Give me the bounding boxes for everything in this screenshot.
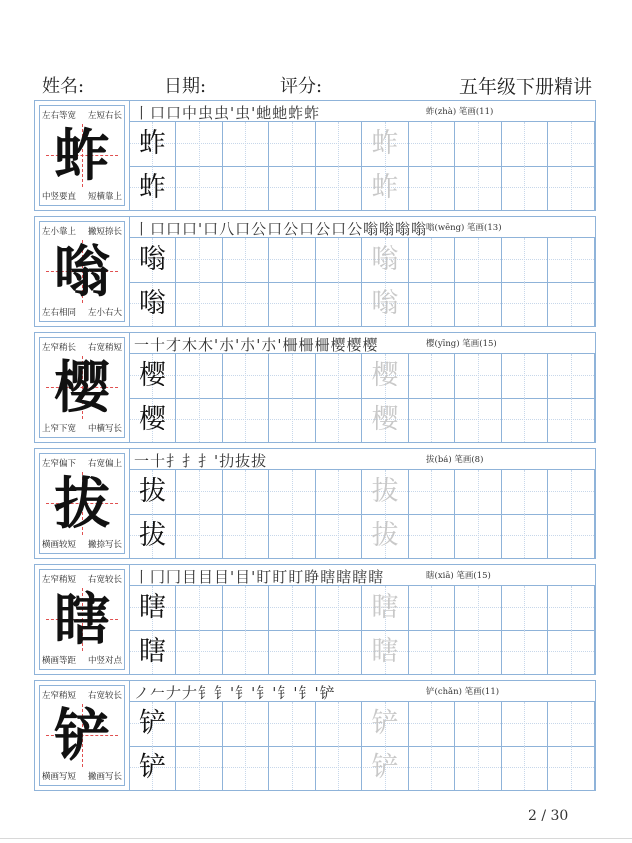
practice-cell[interactable]	[409, 122, 455, 166]
practice-cell[interactable]	[270, 470, 316, 514]
practice-cell[interactable]	[316, 122, 362, 166]
practice-cell[interactable]	[177, 514, 223, 558]
practice-cell[interactable]	[363, 586, 409, 630]
practice-cell[interactable]	[502, 586, 548, 630]
character-block	[34, 448, 596, 559]
practice-row	[130, 586, 595, 631]
practice-cell[interactable]	[130, 282, 176, 326]
practice-cell[interactable]	[130, 122, 176, 166]
practice-cell[interactable]	[502, 630, 548, 674]
practice-cell[interactable]	[409, 238, 455, 282]
writing-tip: 右宽较长	[87, 691, 122, 701]
practice-cell[interactable]	[130, 166, 176, 210]
model-character-cell	[35, 681, 130, 790]
writing-tip: 中横写长	[87, 424, 122, 434]
trace-character: 拔	[371, 476, 399, 507]
practice-cell[interactable]	[456, 282, 502, 326]
practice-cell[interactable]	[270, 514, 316, 558]
sample-character: 瞎	[139, 592, 166, 623]
character-info: 瞎(xiā) 笔画(15)	[426, 571, 491, 581]
practice-cell[interactable]	[363, 354, 409, 398]
practice-cell[interactable]	[409, 586, 455, 630]
practice-cell[interactable]	[549, 354, 595, 398]
sample-character: 蚱	[139, 128, 166, 159]
model-character: 蚱	[54, 123, 110, 189]
practice-cell[interactable]	[130, 398, 176, 442]
stroke-order-row	[130, 101, 595, 122]
practice-cell[interactable]	[270, 586, 316, 630]
practice-cell[interactable]	[409, 166, 455, 210]
writing-tip: 左窄稍长	[42, 343, 77, 353]
writing-tip: 左短右长	[87, 111, 122, 121]
writing-tip: 撇画写长	[87, 772, 122, 782]
practice-cell[interactable]	[130, 514, 176, 558]
stroke-order-sequence: 一十扌扌扌'扐抜拔	[134, 452, 268, 470]
practice-cell[interactable]	[130, 470, 176, 514]
writing-tip: 撇短捺长	[87, 227, 122, 237]
practice-cell[interactable]	[223, 514, 269, 558]
character-block	[34, 216, 596, 327]
practice-cell[interactable]	[549, 702, 595, 746]
practice-cell[interactable]	[177, 470, 223, 514]
practice-cell[interactable]	[130, 238, 176, 282]
practice-cell[interactable]	[363, 166, 409, 210]
model-character: 瞎	[54, 587, 110, 653]
practice-cell[interactable]	[270, 282, 316, 326]
practice-cell[interactable]	[549, 746, 595, 790]
practice-cell[interactable]	[177, 238, 223, 282]
practice-row	[130, 702, 595, 747]
writing-tip: 左右相同	[42, 308, 77, 318]
practice-cell[interactable]	[316, 514, 362, 558]
sample-character: 拔	[139, 476, 166, 507]
practice-cell[interactable]	[316, 470, 362, 514]
stroke-order-sequence: 丨冂冂目目目'目'盯盯盯睁瞎瞎瞎瞎	[134, 568, 385, 586]
practice-cell[interactable]	[456, 166, 502, 210]
practice-cell[interactable]	[409, 630, 455, 674]
practice-cell[interactable]	[223, 470, 269, 514]
practice-cell[interactable]	[223, 282, 269, 326]
practice-cell[interactable]	[409, 282, 455, 326]
trace-character: 嗡	[371, 288, 399, 319]
practice-cell[interactable]	[409, 746, 455, 790]
worksheet-title: 五年级下册精讲	[458, 76, 592, 98]
model-character-cell	[35, 101, 130, 210]
character-block	[34, 332, 596, 443]
practice-cell[interactable]	[409, 514, 455, 558]
model-character-box	[39, 685, 125, 786]
trace-character: 拔	[371, 520, 399, 551]
practice-cell[interactable]	[270, 238, 316, 282]
practice-cell[interactable]	[549, 122, 595, 166]
model-character: 拔	[54, 471, 110, 537]
practice-row	[130, 238, 595, 283]
practice-cell[interactable]	[363, 514, 409, 558]
practice-cell[interactable]	[177, 282, 223, 326]
practice-row	[130, 166, 595, 210]
model-character-box	[39, 105, 125, 206]
character-info: 嗡(wēng) 笔画(13)	[426, 223, 502, 233]
practice-cell[interactable]	[177, 354, 223, 398]
score-label: 评分:	[280, 76, 323, 97]
model-character-box	[39, 221, 125, 322]
practice-cell[interactable]	[456, 586, 502, 630]
practice-cell[interactable]	[549, 282, 595, 326]
practice-cell[interactable]	[456, 354, 502, 398]
practice-cell[interactable]	[502, 166, 548, 210]
sample-character: 拔	[139, 520, 166, 551]
practice-cell[interactable]	[456, 630, 502, 674]
trace-character: 瞎	[371, 636, 399, 667]
practice-cell[interactable]	[130, 354, 176, 398]
model-character-box	[39, 453, 125, 554]
writing-tip: 左右等宽	[42, 111, 77, 121]
practice-cell[interactable]	[130, 746, 176, 790]
page-number: 2 / 30	[528, 808, 569, 824]
practice-cell[interactable]	[363, 470, 409, 514]
practice-cell[interactable]	[130, 586, 176, 630]
practice-cell[interactable]	[502, 238, 548, 282]
sample-character: 铲	[139, 708, 166, 739]
writing-tip: 横画较短	[42, 540, 77, 550]
practice-cell[interactable]	[363, 746, 409, 790]
practice-cell[interactable]	[270, 166, 316, 210]
practice-cell[interactable]	[549, 398, 595, 442]
practice-cell[interactable]	[363, 282, 409, 326]
footer-divider	[0, 838, 632, 839]
trace-character: 樱	[371, 404, 399, 435]
practice-cell[interactable]	[409, 470, 455, 514]
trace-character: 瞎	[371, 592, 399, 623]
practice-row	[130, 630, 595, 674]
model-character-box	[39, 569, 125, 670]
name-label: 姓名:	[42, 76, 85, 97]
character-info: 拔(bá) 笔画(8)	[426, 455, 484, 465]
practice-cell[interactable]	[502, 746, 548, 790]
practice-cell[interactable]	[549, 514, 595, 558]
practice-cell[interactable]	[456, 702, 502, 746]
writing-tip: 中竖要直	[42, 192, 77, 202]
practice-cell[interactable]	[409, 702, 455, 746]
writing-tip: 横画等距	[42, 656, 77, 666]
practice-cell[interactable]	[502, 398, 548, 442]
practice-cell[interactable]	[363, 702, 409, 746]
practice-cell[interactable]	[223, 630, 269, 674]
practice-cell[interactable]	[456, 238, 502, 282]
practice-cell[interactable]	[456, 398, 502, 442]
character-info: 樱(yīng) 笔画(15)	[426, 339, 497, 349]
practice-cell[interactable]	[549, 238, 595, 282]
writing-tip: 右宽偏上	[87, 459, 122, 469]
character-block	[34, 680, 596, 791]
trace-character: 蚱	[371, 172, 399, 203]
practice-cell[interactable]	[316, 166, 362, 210]
sample-character: 嗡	[139, 244, 166, 275]
practice-cell[interactable]	[223, 586, 269, 630]
practice-cell[interactable]	[363, 238, 409, 282]
stroke-order-row	[130, 681, 595, 702]
practice-row	[130, 514, 595, 558]
trace-character: 铲	[371, 708, 399, 739]
model-character-cell	[35, 449, 130, 558]
date-label: 日期:	[164, 76, 207, 97]
practice-cell[interactable]	[316, 354, 362, 398]
writing-tip: 左窄稍短	[42, 575, 77, 585]
stroke-order-sequence: 丨口口中虫虫'虫'虵虵蚱蚱	[134, 104, 321, 122]
practice-grid	[130, 354, 595, 442]
writing-tip: 右宽较长	[87, 575, 122, 585]
writing-tip: 左窄偏下	[42, 459, 77, 469]
practice-cell[interactable]	[549, 586, 595, 630]
character-info: 铲(chǎn) 笔画(11)	[426, 687, 500, 697]
practice-cell[interactable]	[316, 630, 362, 674]
practice-cell[interactable]	[316, 398, 362, 442]
model-character-cell	[35, 565, 130, 674]
practice-cell[interactable]	[363, 122, 409, 166]
stroke-order-row	[130, 333, 595, 354]
practice-cell[interactable]	[177, 630, 223, 674]
practice-cell[interactable]	[502, 470, 548, 514]
writing-tip: 撇捺写长	[87, 540, 122, 550]
practice-cell[interactable]	[456, 514, 502, 558]
practice-cell[interactable]	[223, 122, 269, 166]
practice-cell[interactable]	[456, 122, 502, 166]
stroke-order-row	[130, 449, 595, 470]
practice-row	[130, 282, 595, 326]
writing-tip: 左小靠上	[42, 227, 77, 237]
writing-tip: 上窄下宽	[42, 424, 77, 434]
practice-cell[interactable]	[270, 398, 316, 442]
practice-cell[interactable]	[223, 166, 269, 210]
model-character: 嗡	[54, 239, 110, 305]
worksheet-header	[40, 72, 592, 102]
practice-cell[interactable]	[549, 630, 595, 674]
model-character-cell	[35, 333, 130, 442]
practice-cell[interactable]	[363, 630, 409, 674]
model-character: 铲	[54, 703, 110, 769]
practice-cell[interactable]	[270, 630, 316, 674]
writing-tip: 短横靠上	[87, 192, 122, 202]
trace-character: 铲	[371, 752, 399, 783]
practice-cell[interactable]	[502, 354, 548, 398]
practice-cell[interactable]	[177, 398, 223, 442]
practice-grid	[130, 122, 595, 210]
practice-grid	[130, 238, 595, 326]
practice-cell[interactable]	[363, 398, 409, 442]
character-block	[34, 100, 596, 211]
practice-cell[interactable]	[409, 354, 455, 398]
practice-cell[interactable]	[549, 166, 595, 210]
practice-cell[interactable]	[223, 398, 269, 442]
practice-cell[interactable]	[502, 282, 548, 326]
sample-character: 铲	[139, 752, 166, 783]
practice-row	[130, 122, 595, 167]
practice-cell[interactable]	[456, 746, 502, 790]
practice-row	[130, 398, 595, 442]
practice-cell[interactable]	[223, 746, 269, 790]
stroke-order-row	[130, 565, 595, 586]
sample-character: 瞎	[139, 636, 166, 667]
practice-grid	[130, 586, 595, 674]
practice-grid	[130, 702, 595, 790]
practice-cell[interactable]	[177, 702, 223, 746]
practice-cell[interactable]	[316, 282, 362, 326]
sample-character: 嗡	[139, 288, 166, 319]
stroke-order-sequence: ノ𠂉𠂇𠂇钅钅'钅'钅'钅'钅'铲	[134, 684, 336, 702]
practice-row	[130, 354, 595, 399]
practice-cell[interactable]	[502, 702, 548, 746]
practice-cell[interactable]	[130, 630, 176, 674]
sample-character: 蚱	[139, 172, 166, 203]
trace-character: 嗡	[371, 244, 399, 275]
writing-tip: 左小右大	[87, 308, 122, 318]
character-info: 蚱(zhà) 笔画(11)	[426, 107, 494, 117]
writing-tip: 横画写短	[42, 772, 77, 782]
practice-cell[interactable]	[549, 470, 595, 514]
practice-cell[interactable]	[316, 238, 362, 282]
practice-cell[interactable]	[223, 238, 269, 282]
writing-tip: 中竖对点	[87, 656, 122, 666]
sample-character: 樱	[139, 360, 166, 391]
practice-cell[interactable]	[177, 166, 223, 210]
practice-cell[interactable]	[270, 354, 316, 398]
sample-character: 樱	[139, 404, 166, 435]
character-block	[34, 564, 596, 675]
practice-cell[interactable]	[456, 470, 502, 514]
practice-cell[interactable]	[177, 586, 223, 630]
trace-character: 蚱	[371, 128, 399, 159]
practice-cell[interactable]	[223, 354, 269, 398]
practice-row	[130, 470, 595, 515]
practice-row	[130, 746, 595, 790]
stroke-order-row	[130, 217, 595, 238]
trace-character: 樱	[371, 360, 399, 391]
practice-cell[interactable]	[316, 586, 362, 630]
model-character-cell	[35, 217, 130, 326]
practice-cell[interactable]	[409, 398, 455, 442]
practice-grid	[130, 470, 595, 558]
practice-cell[interactable]	[316, 702, 362, 746]
stroke-order-sequence: 丨口口口'口八口公口公口公口公嗡嗡嗡嗡	[134, 220, 428, 238]
practice-cell[interactable]	[502, 514, 548, 558]
practice-cell[interactable]	[177, 122, 223, 166]
practice-cell[interactable]	[270, 702, 316, 746]
writing-tip: 左窄稍短	[42, 691, 77, 701]
practice-cell[interactable]	[270, 122, 316, 166]
practice-cell[interactable]	[502, 122, 548, 166]
practice-cell[interactable]	[223, 702, 269, 746]
practice-cell[interactable]	[177, 746, 223, 790]
practice-cell[interactable]	[316, 746, 362, 790]
model-character: 樱	[54, 355, 110, 421]
practice-cell[interactable]	[270, 746, 316, 790]
practice-cell[interactable]	[130, 702, 176, 746]
stroke-order-sequence: 一十才木木'朩'朩'朩'柵柵柵樱樱樱	[134, 336, 379, 354]
writing-tip: 右宽稍短	[87, 343, 122, 353]
model-character-box	[39, 337, 125, 438]
